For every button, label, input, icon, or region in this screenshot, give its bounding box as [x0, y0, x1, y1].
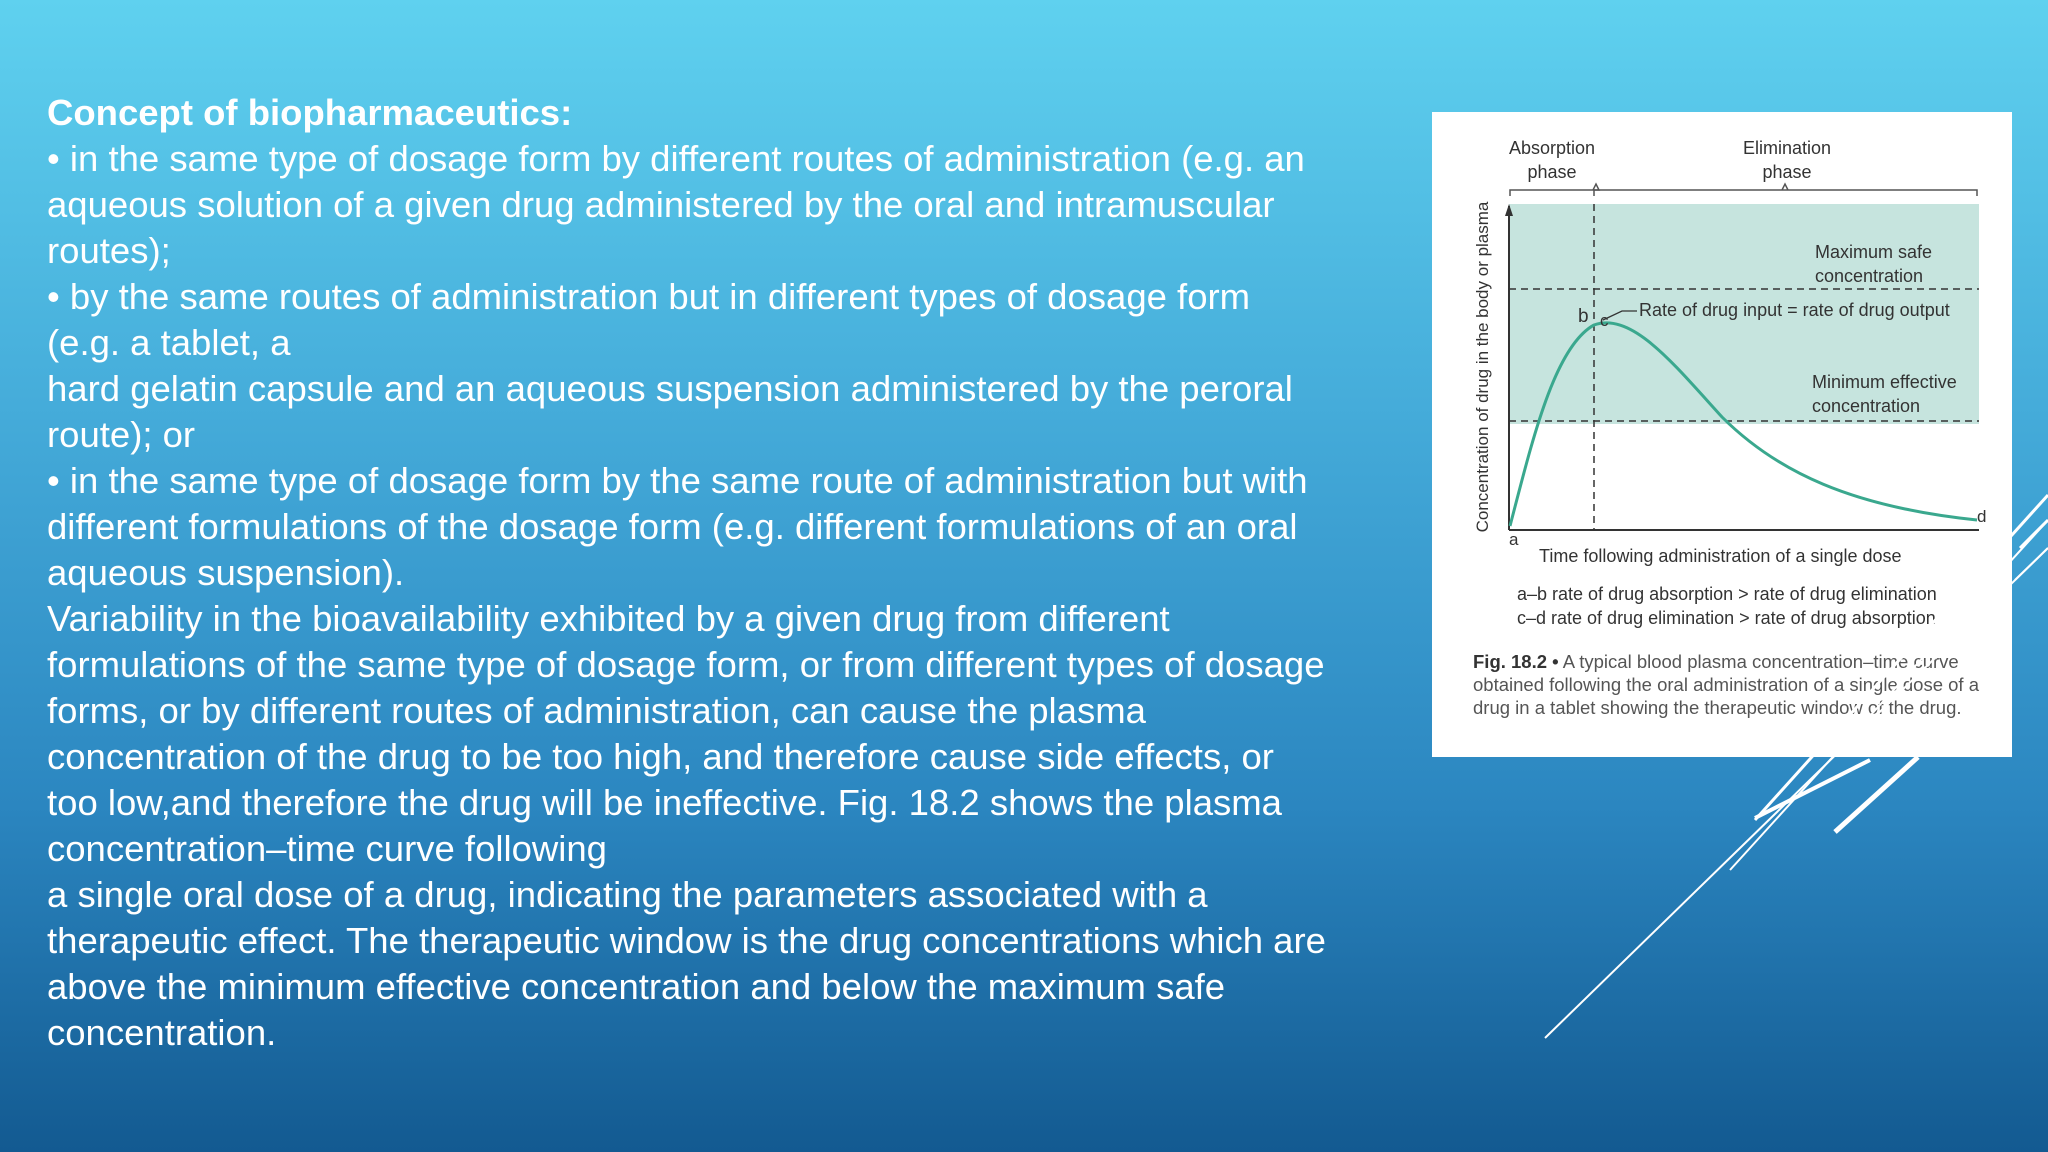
elimination-phase-label: Elimination [1742, 138, 1832, 158]
body-line: concentration of the drug to be too high, and therefore cause side effects, or [47, 736, 1274, 777]
decor-line [1730, 520, 2048, 870]
min-effective-label: Minimum effective [1812, 372, 1957, 392]
point-c-label: c [1600, 311, 1609, 330]
body-line: routes); [47, 230, 171, 271]
max-safe-label: concentration [1815, 266, 1924, 286]
x-axis-label: Time following administration of a single dose [1539, 546, 1902, 566]
body-line: • by the same routes of administration but in different types of dosage form [47, 276, 1251, 317]
decor-line [2015, 548, 2048, 580]
body-line: route); or [47, 414, 196, 455]
min-effective-label: concentration [1812, 396, 1921, 416]
body-line: hard gelatin capsule and an aqueous suspension administered by the peroral [47, 368, 1293, 409]
point-a-label: a [1509, 530, 1519, 549]
body-line: too low,and therefore the drug will be ineffective. Fig. 18.2 shows the plasma [47, 782, 1282, 823]
body-line: forms, or by different routes of administration, can cause the plasma [47, 690, 1146, 731]
caption-text: A typical blood plasma concentration–time curve obtained following the oral administration of a single dose of a drug in a tablet showing the therapeutic window of the drug. [1473, 651, 1979, 718]
rate-equal-label: Rate of drug input = rate of drug output [1639, 300, 1950, 320]
point-d-label: d [1977, 507, 1987, 526]
slide-title: Concept of biopharmaceutics: [47, 92, 573, 133]
decor-line [2020, 520, 2048, 548]
absorption-phase-label: Absorption [1508, 138, 1596, 158]
body-line: concentration–time curve following [47, 828, 607, 869]
legend-cd: c–d rate of drug elimination > rate of drug absorption [1517, 608, 1936, 628]
body-line: above the minimum effective concentration and below the maximum safe [47, 966, 1226, 1007]
decor-line [1835, 757, 1918, 832]
max-safe-label: Maximum safe [1815, 242, 1933, 262]
body-line: (e.g. a tablet, a [47, 322, 291, 363]
decor-line [1755, 760, 1870, 818]
caption-label: Fig. 18.2 • [1473, 651, 1559, 672]
body-line: • in the same type of dosage form by different routes of administration (e.g. an [47, 138, 1305, 179]
body-line: a single oral dose of a drug, indicating the parameters associated with a [47, 874, 1208, 915]
body-line: aqueous suspension). [47, 552, 405, 593]
body-line: • in the same type of dosage form by the same route of administration but with [47, 460, 1308, 501]
legend-ab: a–b rate of drug absorption > rate of drug elimination [1517, 584, 1937, 604]
body-line: Variability in the bioavailability exhibited by a given drug from different [47, 598, 1170, 639]
body-line: concentration. [47, 1012, 277, 1053]
body-line: aqueous solution of a given drug administered by the oral and intramuscular [47, 184, 1275, 225]
point-b-label: b [1578, 306, 1589, 327]
body-line: different formulations of the dosage form (e.g. different formulations of an oral [47, 506, 1298, 547]
absorption-phase-label: phase [1527, 162, 1577, 182]
decor-line [1545, 548, 2048, 1038]
body-line: therapeutic effect. The therapeutic window is the drug concentrations which are [47, 920, 1326, 961]
elimination-phase-label: phase [1762, 162, 1812, 182]
y-axis-label: Concentration of drug in the body or plasma [1473, 201, 1492, 533]
body-line: formulations of the same type of dosage form, or from different types of dosage [47, 644, 1325, 685]
